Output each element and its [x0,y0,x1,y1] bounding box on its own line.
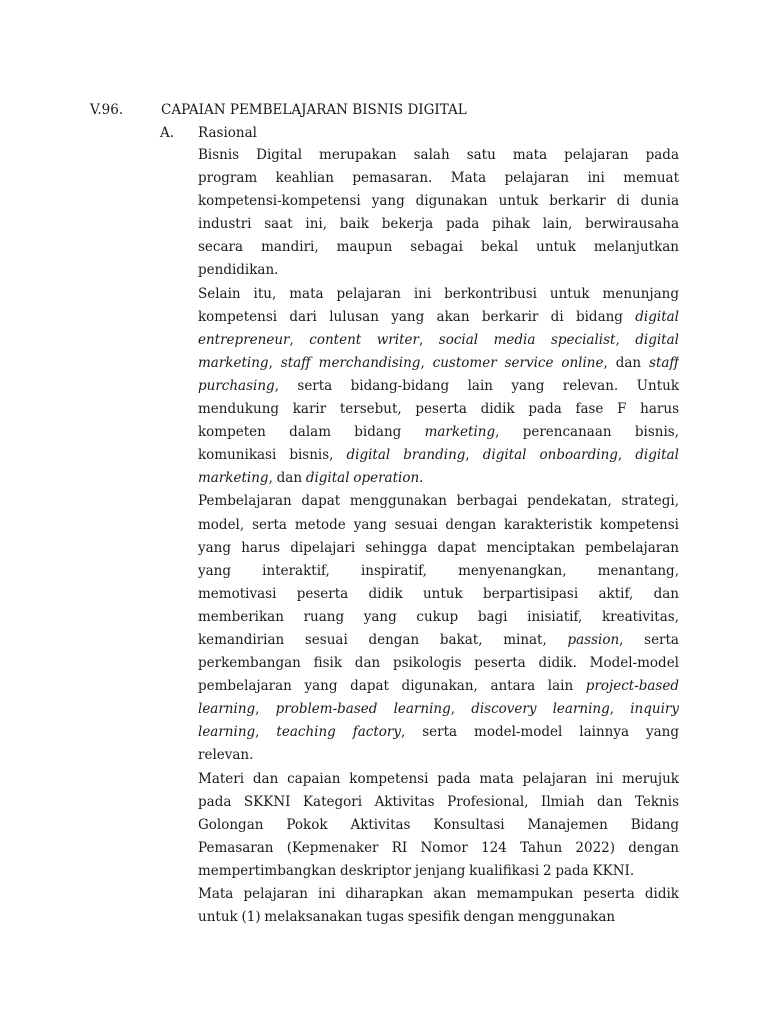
text-run: Selain itu, mata pelajaran ini berkontribusi untuk menunjang [198,285,679,302]
paragraph-line [198,675,679,698]
paragraph-line [198,352,679,375]
text-run: , [268,354,281,371]
text-run: , [255,701,276,718]
paragraph [198,768,679,883]
italic-term: learning [198,701,256,718]
paragraph-line [198,537,679,560]
paragraph-line [198,721,679,744]
text-run: memotivasi peserta didik untuk berpartisipasi aktif, dan [198,585,679,602]
italic-term: problem-based learning [275,701,451,718]
paragraph [198,283,679,491]
text-run: Mata pelajaran ini diharapkan akan memampukan peserta didik [198,886,679,902]
paragraph [198,883,679,929]
paragraph-line [198,398,679,421]
text-run: , serta bidang-bidang lain yang relevan. Untuk [274,377,679,394]
text-run: relevan. [198,747,254,764]
italic-term: staff merchandising [280,354,421,371]
paragraph-line [198,768,679,791]
paragraph-line [198,791,679,814]
text-run: , serta model-model lainnya yang [400,724,679,741]
paragraph-line [198,213,679,236]
italic-term: customer service online [432,354,604,371]
subsection-letter: A. [160,125,175,141]
text-run: model, serta metode yang sesuai dengan karakteristik kompetensi [198,516,679,533]
paragraph [198,490,679,767]
text-run: , dan [268,470,306,487]
paragraph-line [198,144,679,167]
paragraph-line [198,283,679,306]
paragraph-line [198,583,679,606]
text-run: program keahlian pemasaran. Mata pelajaran ini memuat [198,170,679,187]
text-run: Pemasaran (Kepmenaker RI Nomor 124 Tahun 2022) dengan [198,839,679,856]
italic-term: marketing [198,470,269,487]
paragraph-line [198,652,679,675]
text-run: mendukung karir tersebut, peserta didik pada fase F harus [198,401,679,418]
text-run: Bisnis Digital merupakan salah satu mata pelajaran pada [198,147,679,163]
text-run: kompetensi dari lulusan yang akan berkarir di bidang [198,308,636,325]
paragraph-line [198,236,679,259]
text-run: kompeten dalam bidang [198,424,425,441]
paragraph-line [198,560,679,583]
italic-term: digital branding [346,447,466,464]
paragraph-line [198,444,679,467]
subsection-heading [160,122,560,144]
paragraph-line [198,421,679,444]
paragraph-line [198,744,679,767]
section-title: CAPAIAN PEMBELAJARAN BISNIS DIGITAL [161,102,467,118]
italic-term: purchasing [198,377,275,394]
text-run: kompetensi-kompetensi yang digunakan untuk berkarir di dunia [198,193,679,210]
text-run: kemandirian sesuai dengan bakat, minat, [198,631,568,648]
paragraph-line [198,629,679,652]
text-run: untuk (1) melaksanakan tugas spesifik dengan menggunakan [198,909,616,926]
paragraph-line [198,190,679,213]
subsection-label: Rasional [198,125,257,141]
text-run: Materi dan capaian kompetensi pada mata pelajaran ini merujuk [198,770,679,787]
paragraph-line [198,814,679,837]
italic-term: learning [198,724,256,741]
paragraph-line [198,606,679,629]
text-run: yang interaktif, inspiratif, menyenangkan, menantang, [198,562,679,579]
italic-term: teaching factory [276,724,401,741]
text-run: . [419,470,424,487]
paragraph-line [198,167,679,190]
italic-term: project-based [585,678,679,695]
paragraph-line [198,514,679,537]
paragraph-line [198,259,679,282]
paragraph-line [198,860,679,883]
text-run: Pembelajaran dapat menggunakan berbagai pendekatan, strategi, [198,493,679,510]
text-run: , perencanaan bisnis, [495,424,679,441]
text-run: secara mandiri, maupun sebagai bekal untuk melanjutkan [198,239,679,256]
text-run: , [450,701,472,718]
text-run: , serta [619,631,679,648]
paragraph-line [198,837,679,860]
italic-term: digital [635,308,679,325]
italic-term: inquiry [630,701,679,718]
paragraph-line [198,375,679,398]
paragraph-line [198,883,679,906]
italic-term: marketing [424,424,496,441]
italic-term: staff [649,354,679,371]
text-run: memberikan ruang yang cukup bagi inisiatif, kreativitas, [198,608,679,625]
paragraph-line [198,490,679,513]
paragraph-line [198,329,679,352]
italic-term: digital operation [305,470,420,487]
italic-term: discovery learning [471,701,610,718]
text-run: yang harus dipelajari sehingga dapat menciptakan pembelajaran [198,539,679,556]
text-run: pada SKKNI Kategori Aktivitas Profesional, Ilmiah dan Teknis [198,793,679,810]
text-run: pembelajaran yang dapat digunakan, antara lain [198,678,586,695]
text-run: , dan [603,354,650,371]
paragraph [198,144,679,283]
section-number: V.96. [90,102,124,118]
paragraph-line [198,467,679,490]
paragraph-line [198,698,679,721]
italic-term: digital [635,447,679,464]
document-body [198,144,679,929]
text-run: pendidikan. [198,262,279,279]
italic-term: content writer [309,331,419,348]
text-run: , [617,447,636,464]
text-run: komunikasi bisnis, [198,447,347,464]
text-run: , [465,447,483,464]
text-run: mempertimbangkan deskriptor jenjang kualifikasi 2 pada KKNI. [198,862,635,879]
text-run: , [420,354,433,371]
italic-term: marketing [198,354,269,371]
italic-term: social media specialist [438,331,616,348]
paragraph-line [198,906,679,929]
text-run: , [609,701,631,718]
text-run: industri saat ini, baik bekerja pada pihak lain, berwirausaha [198,216,679,233]
text-run: , [418,331,439,348]
italic-term: digital onboarding [482,447,618,464]
section-heading [90,99,690,121]
text-run: Golongan Pokok Aktivitas Konsultasi Manajemen Bidang [198,816,679,833]
italic-term: digital [635,331,679,348]
text-run: , [255,724,277,741]
text-run: perkembangan fisik dan psikologis peserta didik. Model-model [198,655,679,672]
italic-term: passion [567,631,620,648]
italic-term: entrepreneur [198,331,290,348]
text-run: , [615,331,636,348]
paragraph-line [198,306,679,329]
text-run: , [289,331,310,348]
